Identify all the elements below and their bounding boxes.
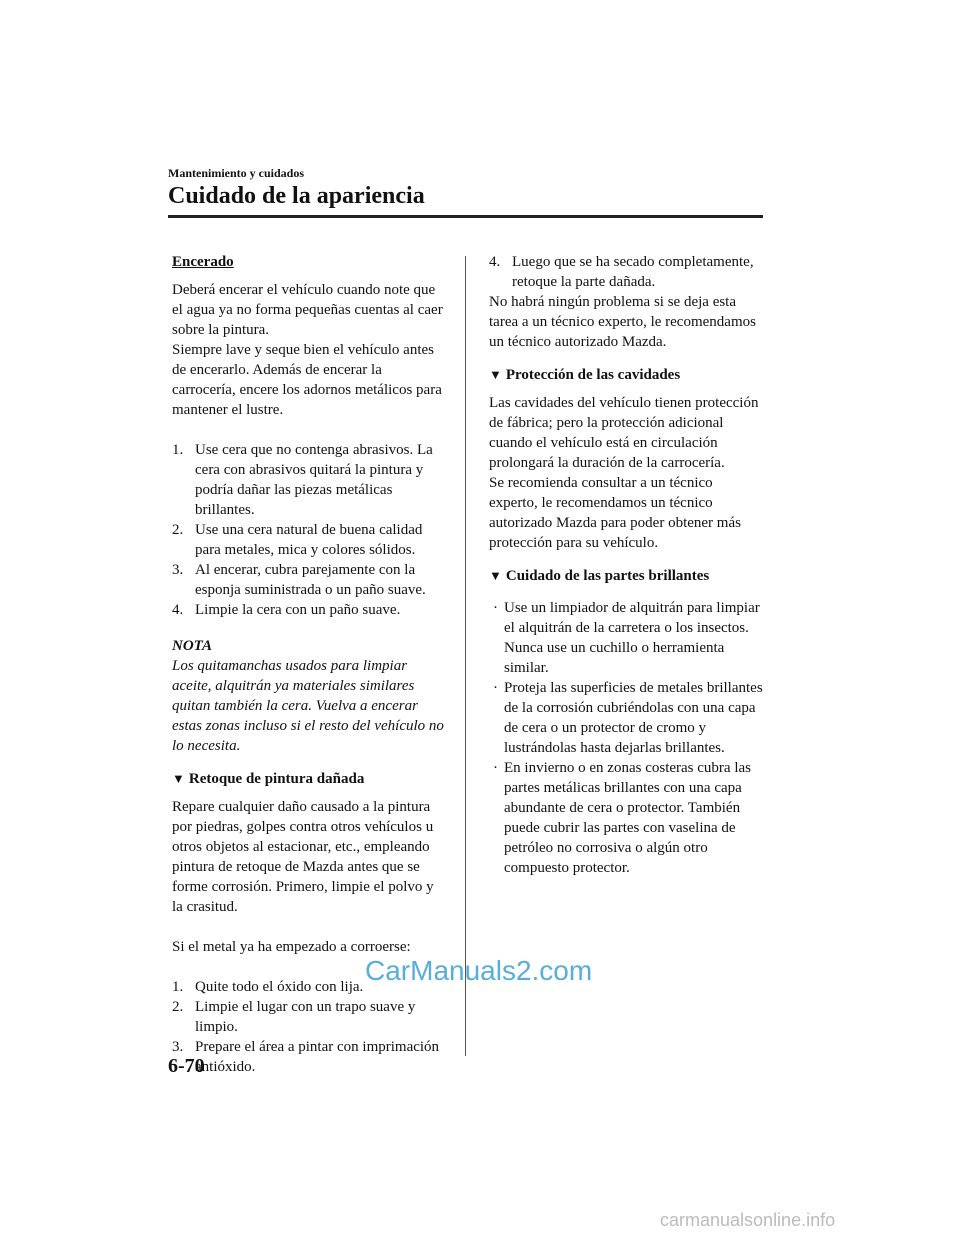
retoque-step xyxy=(172,997,447,1037)
list-item xyxy=(489,598,764,678)
retoque-paragraph-1: Repare cualquier daño causado a la pintura por piedras, golpes contra otros vehículos u otros objetos al estacionar, etc., empleando pintura de retoque de Mazda antes que se forme corrosión. Primero, limpie el polvo y la crasitud. xyxy=(172,799,434,915)
step-number: 3. xyxy=(172,1039,184,1055)
section-title-retoque xyxy=(172,769,447,789)
cavidades-paragraph-2: Se recomienda consultar a un técnico experto, le recomendamos un técnico autorizado Mazda para poder obtener más protección para su vehículo. xyxy=(489,475,741,551)
step-text: Use una cera natural de buena calidad para metales, mica y colores sólidos. xyxy=(195,522,423,558)
step-number: 4. xyxy=(489,254,501,270)
step-text: Use cera que no contenga abrasivos. La cera con abrasivos quitará la pintura y podría dañar las piezas metálicas brillantes. xyxy=(195,442,433,518)
note-label: NOTA xyxy=(172,638,213,654)
step-text: Limpie el lugar con un trapo suave y limpio. xyxy=(195,999,416,1035)
step-text: Al encerar, cubra parejamente con la esponja suministrada o un paño suave. xyxy=(195,562,426,598)
encerado-paragraph-2: Siempre lave y seque bien el vehículo antes de encerarlo. Además de encerar la carrocería, encere los adornos metálicos para mantener el lustre. xyxy=(172,342,442,418)
page-number: 6-70 xyxy=(168,1055,205,1077)
step-text: Prepare el área a pintar con imprimación antióxido. xyxy=(195,1039,440,1075)
encerado-step xyxy=(172,600,447,620)
list-item-text: Use un limpiador de alquitrán para limpiar el alquitrán de la carretera o los insectos. Nunca use un cuchillo o herramienta similar. xyxy=(504,600,760,676)
step-number: 2. xyxy=(172,999,184,1015)
cavidades-title-text: Protección de las cavidades xyxy=(505,367,681,383)
brillantes-title-text: Cuidado de las partes brillantes xyxy=(505,568,710,584)
triangle-down-icon: ▼ xyxy=(489,367,502,382)
step-number: 2. xyxy=(172,522,184,538)
step-number: 1. xyxy=(172,442,184,458)
watermark: CarManuals2.com xyxy=(365,955,593,986)
encerado-step xyxy=(172,440,447,520)
left-column xyxy=(172,252,447,1077)
step-text: Quite todo el óxido con lija. xyxy=(195,979,364,995)
right-column xyxy=(489,252,764,878)
retoque-step xyxy=(172,1037,447,1077)
triangle-down-icon: ▼ xyxy=(172,771,185,786)
chapter-label: Mantenimiento y cuidados xyxy=(168,166,305,180)
step-number: 4. xyxy=(172,602,184,618)
retoque-paragraph-2: Si el metal ya ha empezado a corroerse: xyxy=(172,939,411,955)
list-item-text: Proteja las superficies de metales brillantes de la corrosión cubriéndolas con una capa de cera o un protector de cromo y lustrándolas hasta dejarlas brillantes. xyxy=(504,680,763,756)
retoque-title-text: Retoque de pintura dañada xyxy=(188,771,365,787)
retoque-after-paragraph: No habrá ningún problema si se deja esta tarea a un técnico experto, le recomendamos un técnico autorizado Mazda. xyxy=(489,294,756,350)
column-divider xyxy=(465,256,466,1056)
bullet-icon: · xyxy=(493,680,498,696)
encerado-paragraph-1: Deberá encerar el vehículo cuando note que el agua ya no forma pequeñas cuentas al caer sobre la pintura. xyxy=(172,282,443,338)
note-text: Los quitamanchas usados para limpiar aceite, alquitrán ya materiales similares quitan también la cera. Vuelva a encerar estas zonas incluso si el resto del vehículo no lo necesita. xyxy=(172,658,444,754)
footer-watermark: carmanualsonline.info xyxy=(660,1210,836,1230)
step-text: Luego que se ha secado completamente, retoque la parte dañada. xyxy=(512,254,754,290)
step-text: Limpie la cera con un paño suave. xyxy=(195,602,401,618)
section-title-cavidades xyxy=(489,365,764,385)
list-item xyxy=(489,758,764,878)
retoque-step xyxy=(489,252,764,292)
list-item xyxy=(489,678,764,758)
encerado-step xyxy=(172,520,447,560)
bullet-icon: · xyxy=(493,760,498,776)
section-title-brillantes xyxy=(489,566,764,586)
triangle-down-icon: ▼ xyxy=(489,568,502,583)
step-number: 1. xyxy=(172,979,184,995)
step-number: 3. xyxy=(172,562,184,578)
cavidades-paragraph-1: Las cavidades del vehículo tienen protección de fábrica; pero la protección adicional cuando el vehículo está en circulación prolongará la duración de la carrocería. xyxy=(489,395,759,471)
encerado-step xyxy=(172,560,447,600)
section-title-encerado: Encerado xyxy=(172,254,234,270)
bullet-icon: · xyxy=(493,600,498,616)
page-title: Cuidado de la apariencia xyxy=(168,183,425,209)
header-rule xyxy=(168,215,763,218)
list-item-text: En invierno o en zonas costeras cubra las partes metálicas brillantes con una capa abundante de cera o protector. También puede cubrir las partes con vaselina de petróleo no corrosiva o algún otro compuesto protector. xyxy=(504,760,751,876)
